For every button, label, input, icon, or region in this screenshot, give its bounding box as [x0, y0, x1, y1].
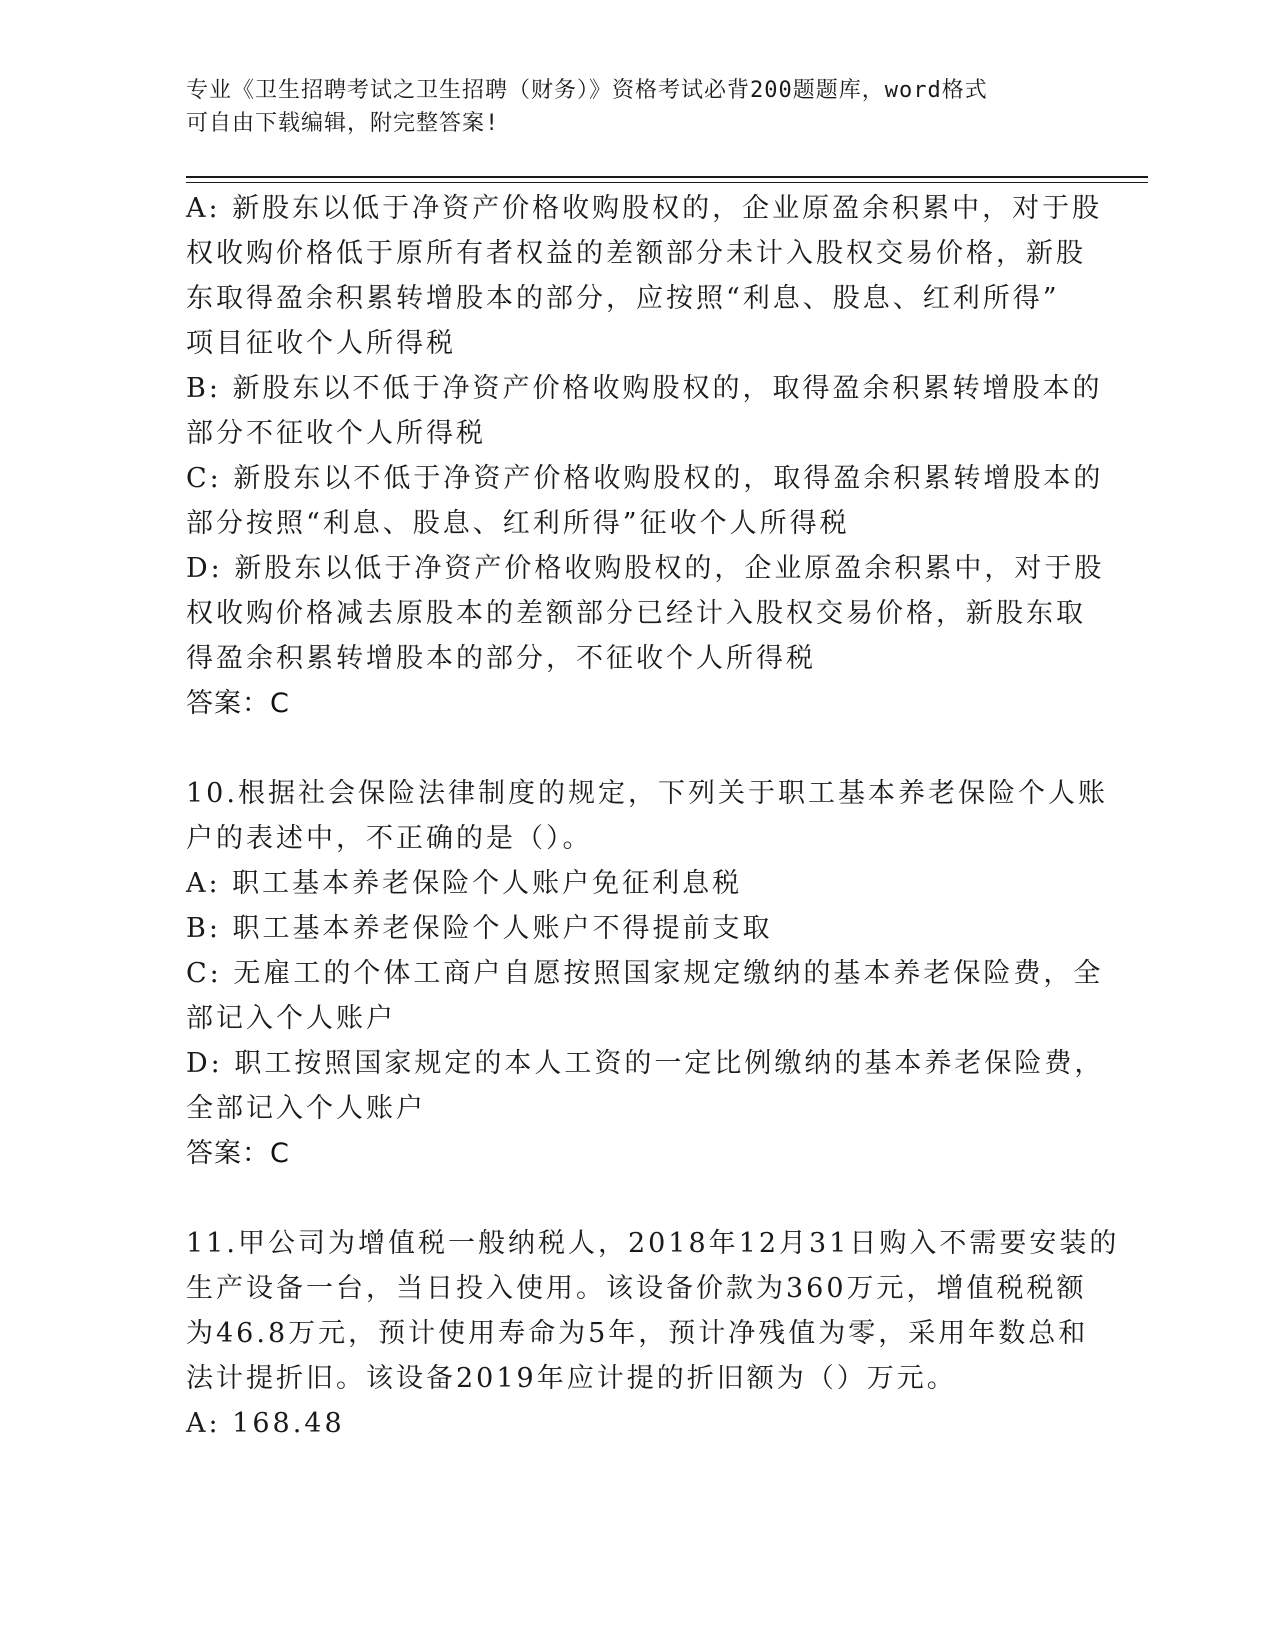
question-9-options	[186, 186, 1105, 726]
option-line: 权收购价格低于原所有者权益的差额部分未计入股权交易价格，新股	[186, 238, 1086, 269]
option-line: C: 新股东以不低于净资产价格收购股权的，取得盈余积累转增股本的	[186, 463, 1104, 494]
question-11	[186, 1221, 1120, 1446]
stem-line: 生产设备一台，当日投入使用。该设备价款为360万元，增值税税额	[186, 1273, 1087, 1304]
option-line: 部分不征收个人所得税	[186, 418, 486, 449]
header-divider	[186, 176, 1148, 178]
option-line: A: 新股东以低于净资产价格收购股权的，企业原盈余积累中，对于股	[186, 193, 1103, 224]
document-body	[186, 186, 1120, 1446]
option-a: A: 职工基本养老保险个人账户免征利息税	[186, 868, 743, 899]
stem-line: 11.甲公司为增值税一般纳税人，2018年12月31日购入不需要安装的	[186, 1228, 1120, 1259]
option-line: D: 职工按照国家规定的本人工资的一定比例缴纳的基本养老保险费，	[186, 1048, 1105, 1079]
option-b	[186, 366, 1103, 456]
option-c	[186, 456, 1104, 546]
header-title-line-1: 专业《卫生招聘考试之卫生招聘（财务）》资格考试必背200题题库，word格式	[186, 78, 988, 103]
question-stem	[186, 771, 1108, 861]
header-title-line-2: 可自由下载编辑，附完整答案!	[186, 111, 500, 136]
question-stem	[186, 1221, 1120, 1401]
question-10	[186, 771, 1108, 1176]
spacer	[186, 1176, 1086, 1221]
document-header	[186, 74, 1066, 140]
option-line: 全部记入个人账户	[186, 1093, 426, 1124]
stem-line: 法计提折旧。该设备2019年应计提的折旧额为（）万元。	[186, 1363, 957, 1394]
option-line: 项目征收个人所得税	[186, 328, 456, 359]
stem-line: 户的表述中，不正确的是（）。	[186, 823, 593, 854]
option-a	[186, 186, 1103, 366]
option-c	[186, 951, 1104, 1041]
option-b: B: 职工基本养老保险个人账户不得提前支取	[186, 913, 773, 944]
stem-line: 10.根据社会保险法律制度的规定，下列关于职工基本养老保险个人账	[186, 778, 1108, 809]
option-a: A: 168.48	[186, 1408, 345, 1439]
option-line: 部分按照“利息、股息、红利所得”征收个人所得税	[186, 508, 850, 539]
spacer	[186, 726, 1086, 771]
option-line: B: 新股东以不低于净资产价格收购股权的，取得盈余积累转增股本的	[186, 373, 1103, 404]
answer-line: 答案：C	[186, 1138, 290, 1169]
option-d	[186, 1041, 1105, 1131]
option-line: 权收购价格减去原股本的差额部分已经计入股权交易价格，新股东取	[186, 598, 1086, 629]
answer-line: 答案：C	[186, 688, 290, 719]
option-line: C: 无雇工的个体工商户自愿按照国家规定缴纳的基本养老保险费，全	[186, 958, 1104, 989]
option-line: 得盈余积累转增股本的部分，不征收个人所得税	[186, 643, 816, 674]
option-line: D: 新股东以低于净资产价格收购股权的，企业原盈余积累中，对于股	[186, 553, 1105, 584]
option-d	[186, 546, 1105, 681]
option-line: 东取得盈余积累转增股本的部分，应按照“利息、股息、红利所得”	[186, 283, 1060, 314]
header-divider-thin	[186, 182, 1148, 183]
option-line: 部记入个人账户	[186, 1003, 396, 1034]
stem-line: 为46.8万元，预计使用寿命为5年，预计净残值为零，采用年数总和	[186, 1318, 1089, 1349]
